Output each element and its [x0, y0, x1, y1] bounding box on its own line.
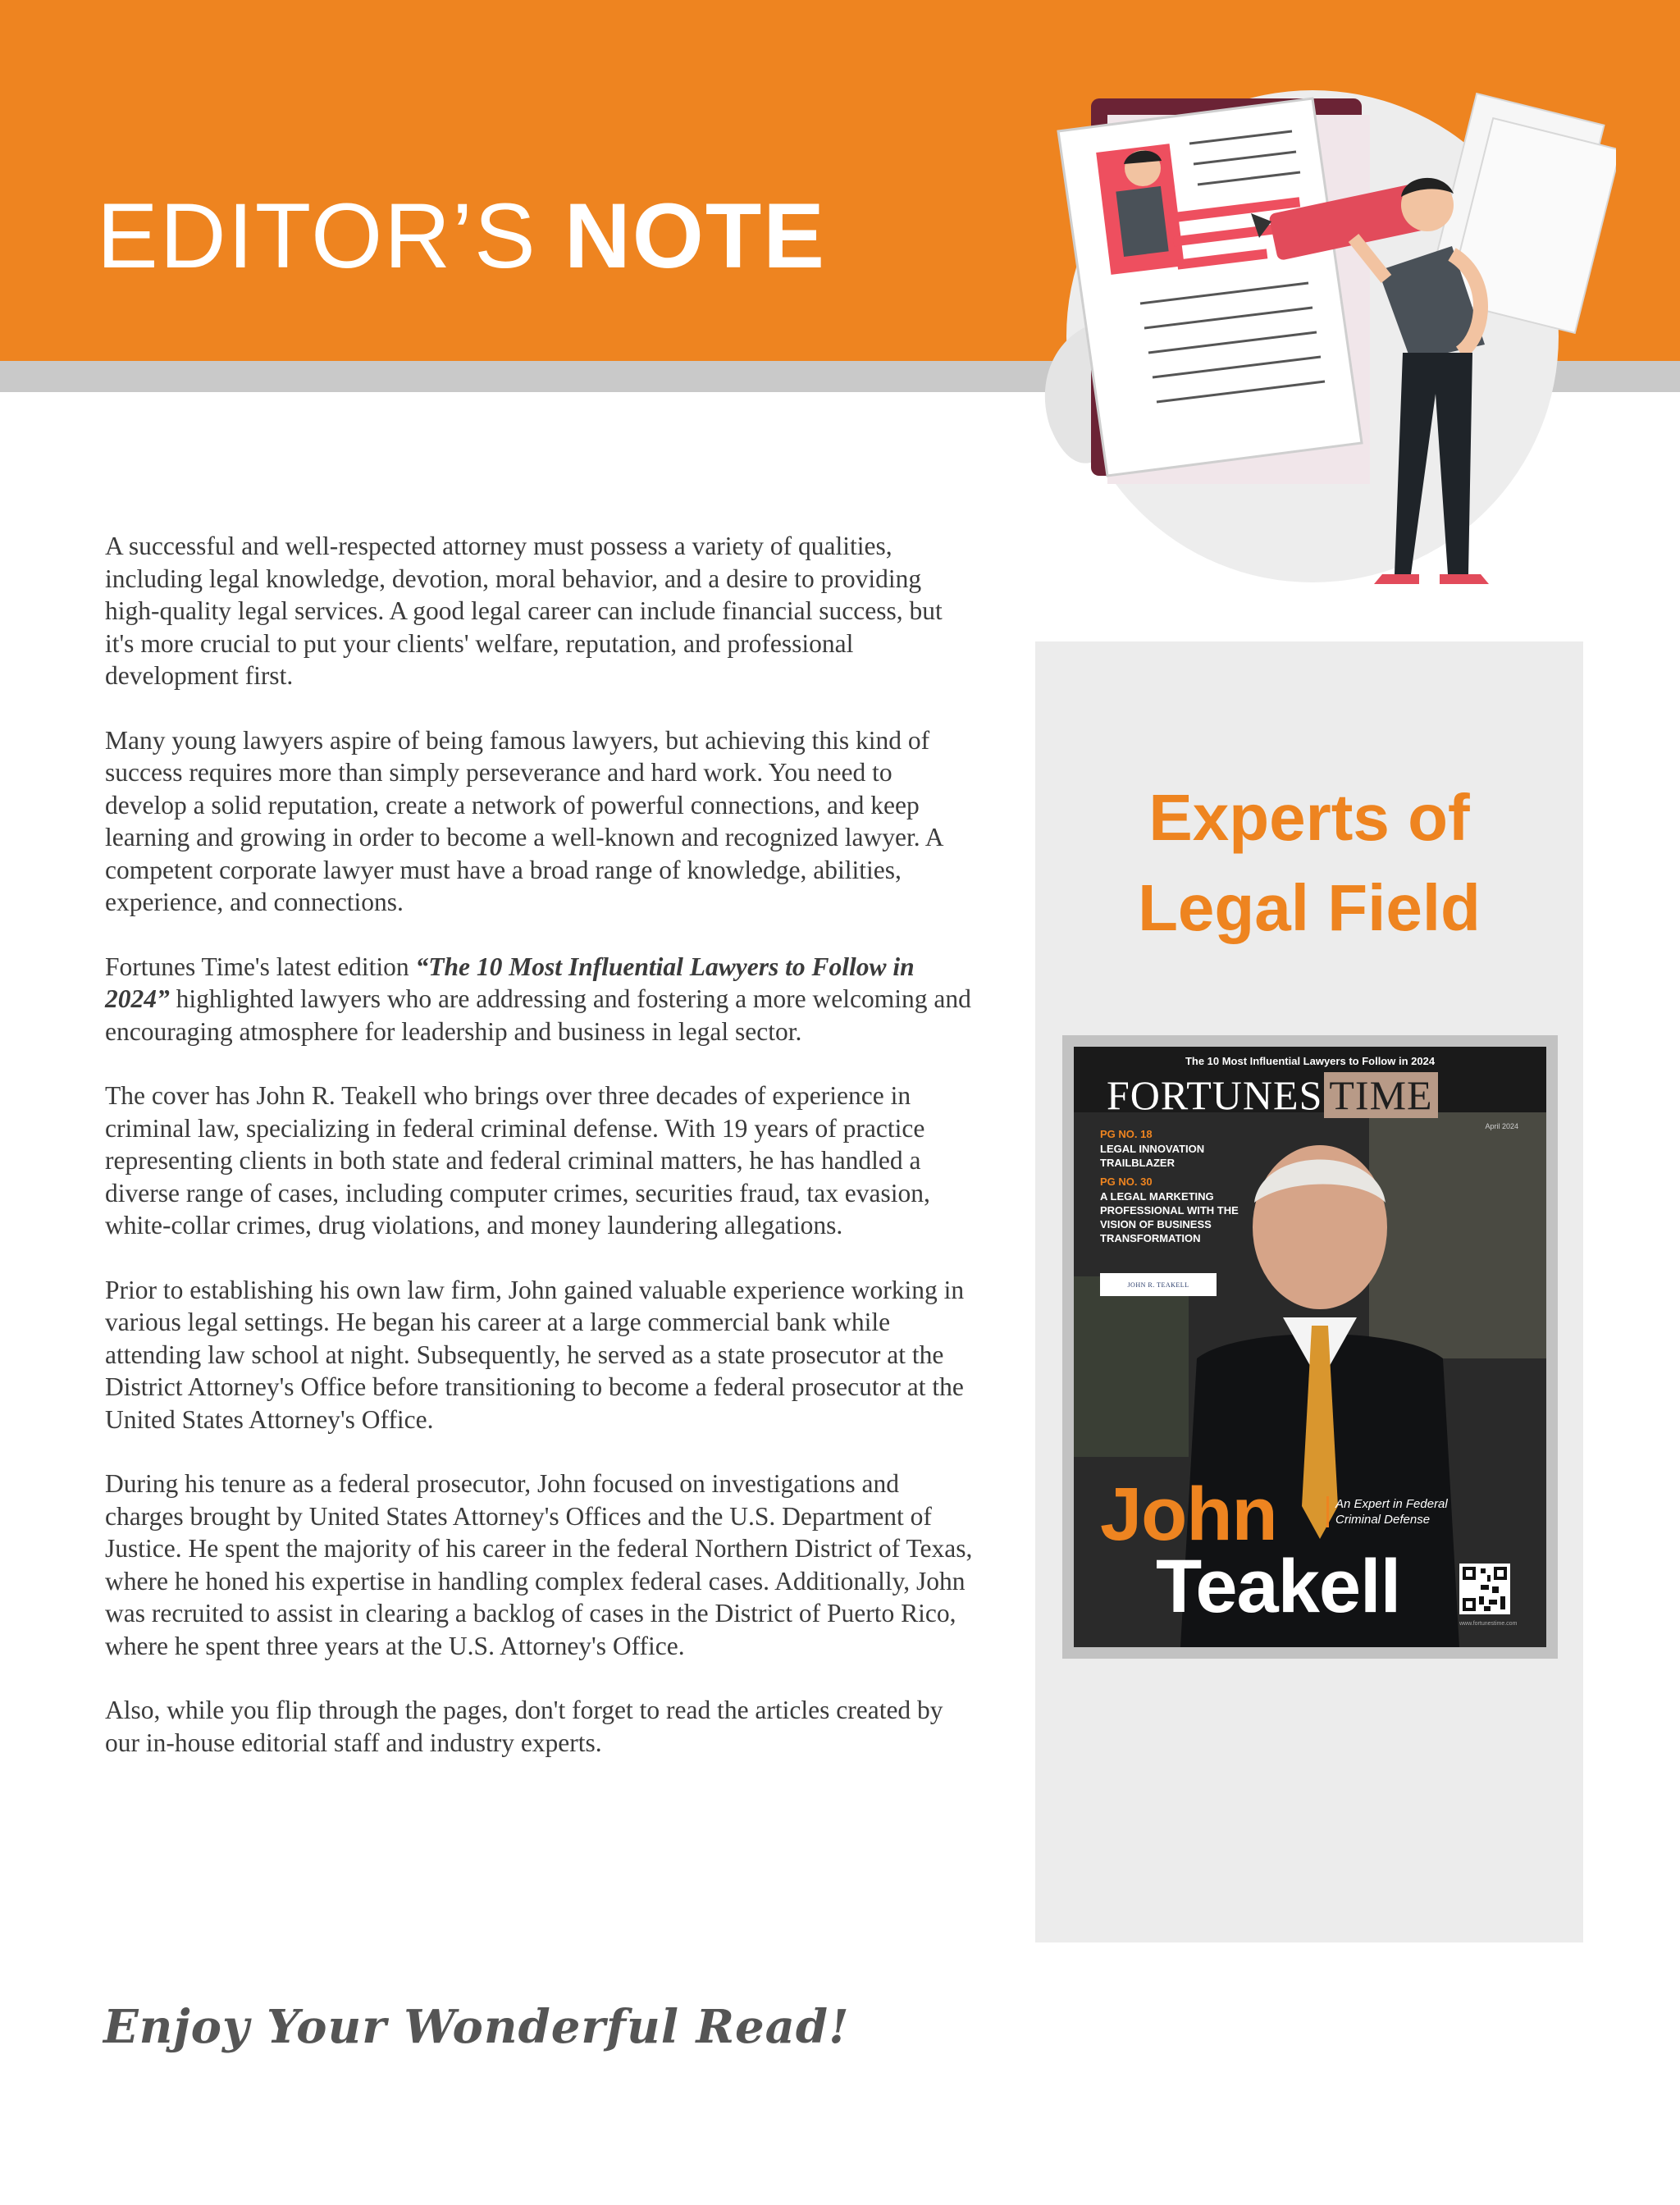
closing-signoff: Enjoy Your Wonderful Read!: [103, 2000, 850, 2054]
side-heading: [1035, 773, 1583, 953]
paragraph-6: During his tenure as a federal prosecutor, John focused on investigations and charges brought by United States Attorney's Offices and the U.S. Department of Justice. He spent the majority of his career in the federal Northern District of Texas, where he honed his expertise in handling complex federal cases. Additionally, John was recruited to assist in clearing a backlog of cases in the District of Puerto Rico, where he spent three years at the U.S. Attorney's Office.: [105, 1469, 973, 1660]
side-panel: [1035, 641, 1583, 1942]
magazine-cover: [1074, 1047, 1546, 1647]
paragraph-4: The cover has John R. Teakell who brings over three decades of experience in criminal law, specializing in federal criminal defense. With 19 years of practice representing clients in both state and federal criminal matters, he has handled a diverse range of cases, including computer crimes, securities fraud, tax evasion, white-collar crimes, drug violations, and money laundering allegations.: [105, 1081, 930, 1239]
paragraph-3: [105, 951, 975, 1048]
cover-url: www.fortunestime.com: [1459, 1621, 1518, 1627]
side-heading-line-2: Legal Field: [1138, 871, 1481, 944]
editor-illustration: [1025, 82, 1616, 607]
cover-page-ref-1: PG NO. 18: [1100, 1128, 1153, 1140]
side-heading-line-1: Experts of: [1148, 781, 1470, 854]
paragraph-3-after: highlighted lawyers who are addressing and fostering a more welcoming and encouraging atmosphere for leadership and business in legal sector.: [105, 984, 971, 1046]
cover-name-last: Teakell: [1156, 1545, 1401, 1628]
cover-firm-logo: JOHN R. TEAKELL: [1100, 1273, 1217, 1296]
magazine-cover-frame: [1062, 1035, 1558, 1659]
page-title-bold: NOTE: [564, 185, 826, 287]
cover-masthead: [1107, 1071, 1438, 1119]
cover-headline-1: LEGAL INNOVATION TRAILBLAZER: [1100, 1143, 1205, 1169]
page-title: [97, 179, 826, 294]
cover-masthead-left: FORTUNES: [1107, 1072, 1323, 1118]
resume-document: [1058, 98, 1362, 476]
paragraph-1: A successful and well-respected attorney must possess a variety of qualities, including legal knowledge, devotion, moral behavior, and a desire to providing high-quality legal services. A good legal career can include financial success, but it's more crucial to put your clients' welfare, reputation, and professional development first.: [105, 532, 943, 690]
cover-name-first: John: [1100, 1472, 1277, 1556]
cover-date: April 2024: [1485, 1122, 1518, 1130]
cover-masthead-right: TIME: [1324, 1072, 1437, 1118]
cover-headline-2: A LEGAL MARKETING PROFESSIONAL WITH THE VISION OF BUSINESS TRANSFORMATION: [1100, 1190, 1239, 1244]
qr-code-icon: [1459, 1564, 1510, 1614]
edition-title: “The 10 Most Influential Lawyers to Follow in 2024”: [105, 952, 915, 1013]
paragraph-5: Prior to establishing his own law firm, John gained valuable experience working in various legal settings. He began his career at a large commercial bank while attending law school at night. Subsequently, he served as a state prosecutor at the District Attorney's Office before transitioning to become a federal prosecutor at the United States Attorney's Office.: [105, 1275, 965, 1434]
cover-tagline: An Expert in Federal Criminal Defense: [1326, 1496, 1491, 1527]
paragraph-3-before: Fortunes Time's latest edition: [105, 952, 416, 981]
paragraph-7: Also, while you flip through the pages, don't forget to read the articles created by our in-house editorial staff and industry experts.: [105, 1696, 943, 1757]
cover-page-ref-2: PG NO. 30: [1100, 1176, 1153, 1188]
article-body: [105, 530, 975, 1791]
page-title-light: EDITOR’S: [97, 185, 537, 287]
paragraph-2: Many young lawyers aspire of being famous lawyers, but achieving this kind of success requires more than simply perseverance and hard work. You need to develop a solid reputation, create a network of powerful connections, and keep learning and growing in order to become a well-known and recognized lawyer. A competent corporate lawyer must have a broad range of knowledge, abilities, experience, and connections.: [105, 725, 943, 916]
cover-top-line: The 10 Most Influential Lawyers to Follow in 2024: [1185, 1055, 1436, 1067]
